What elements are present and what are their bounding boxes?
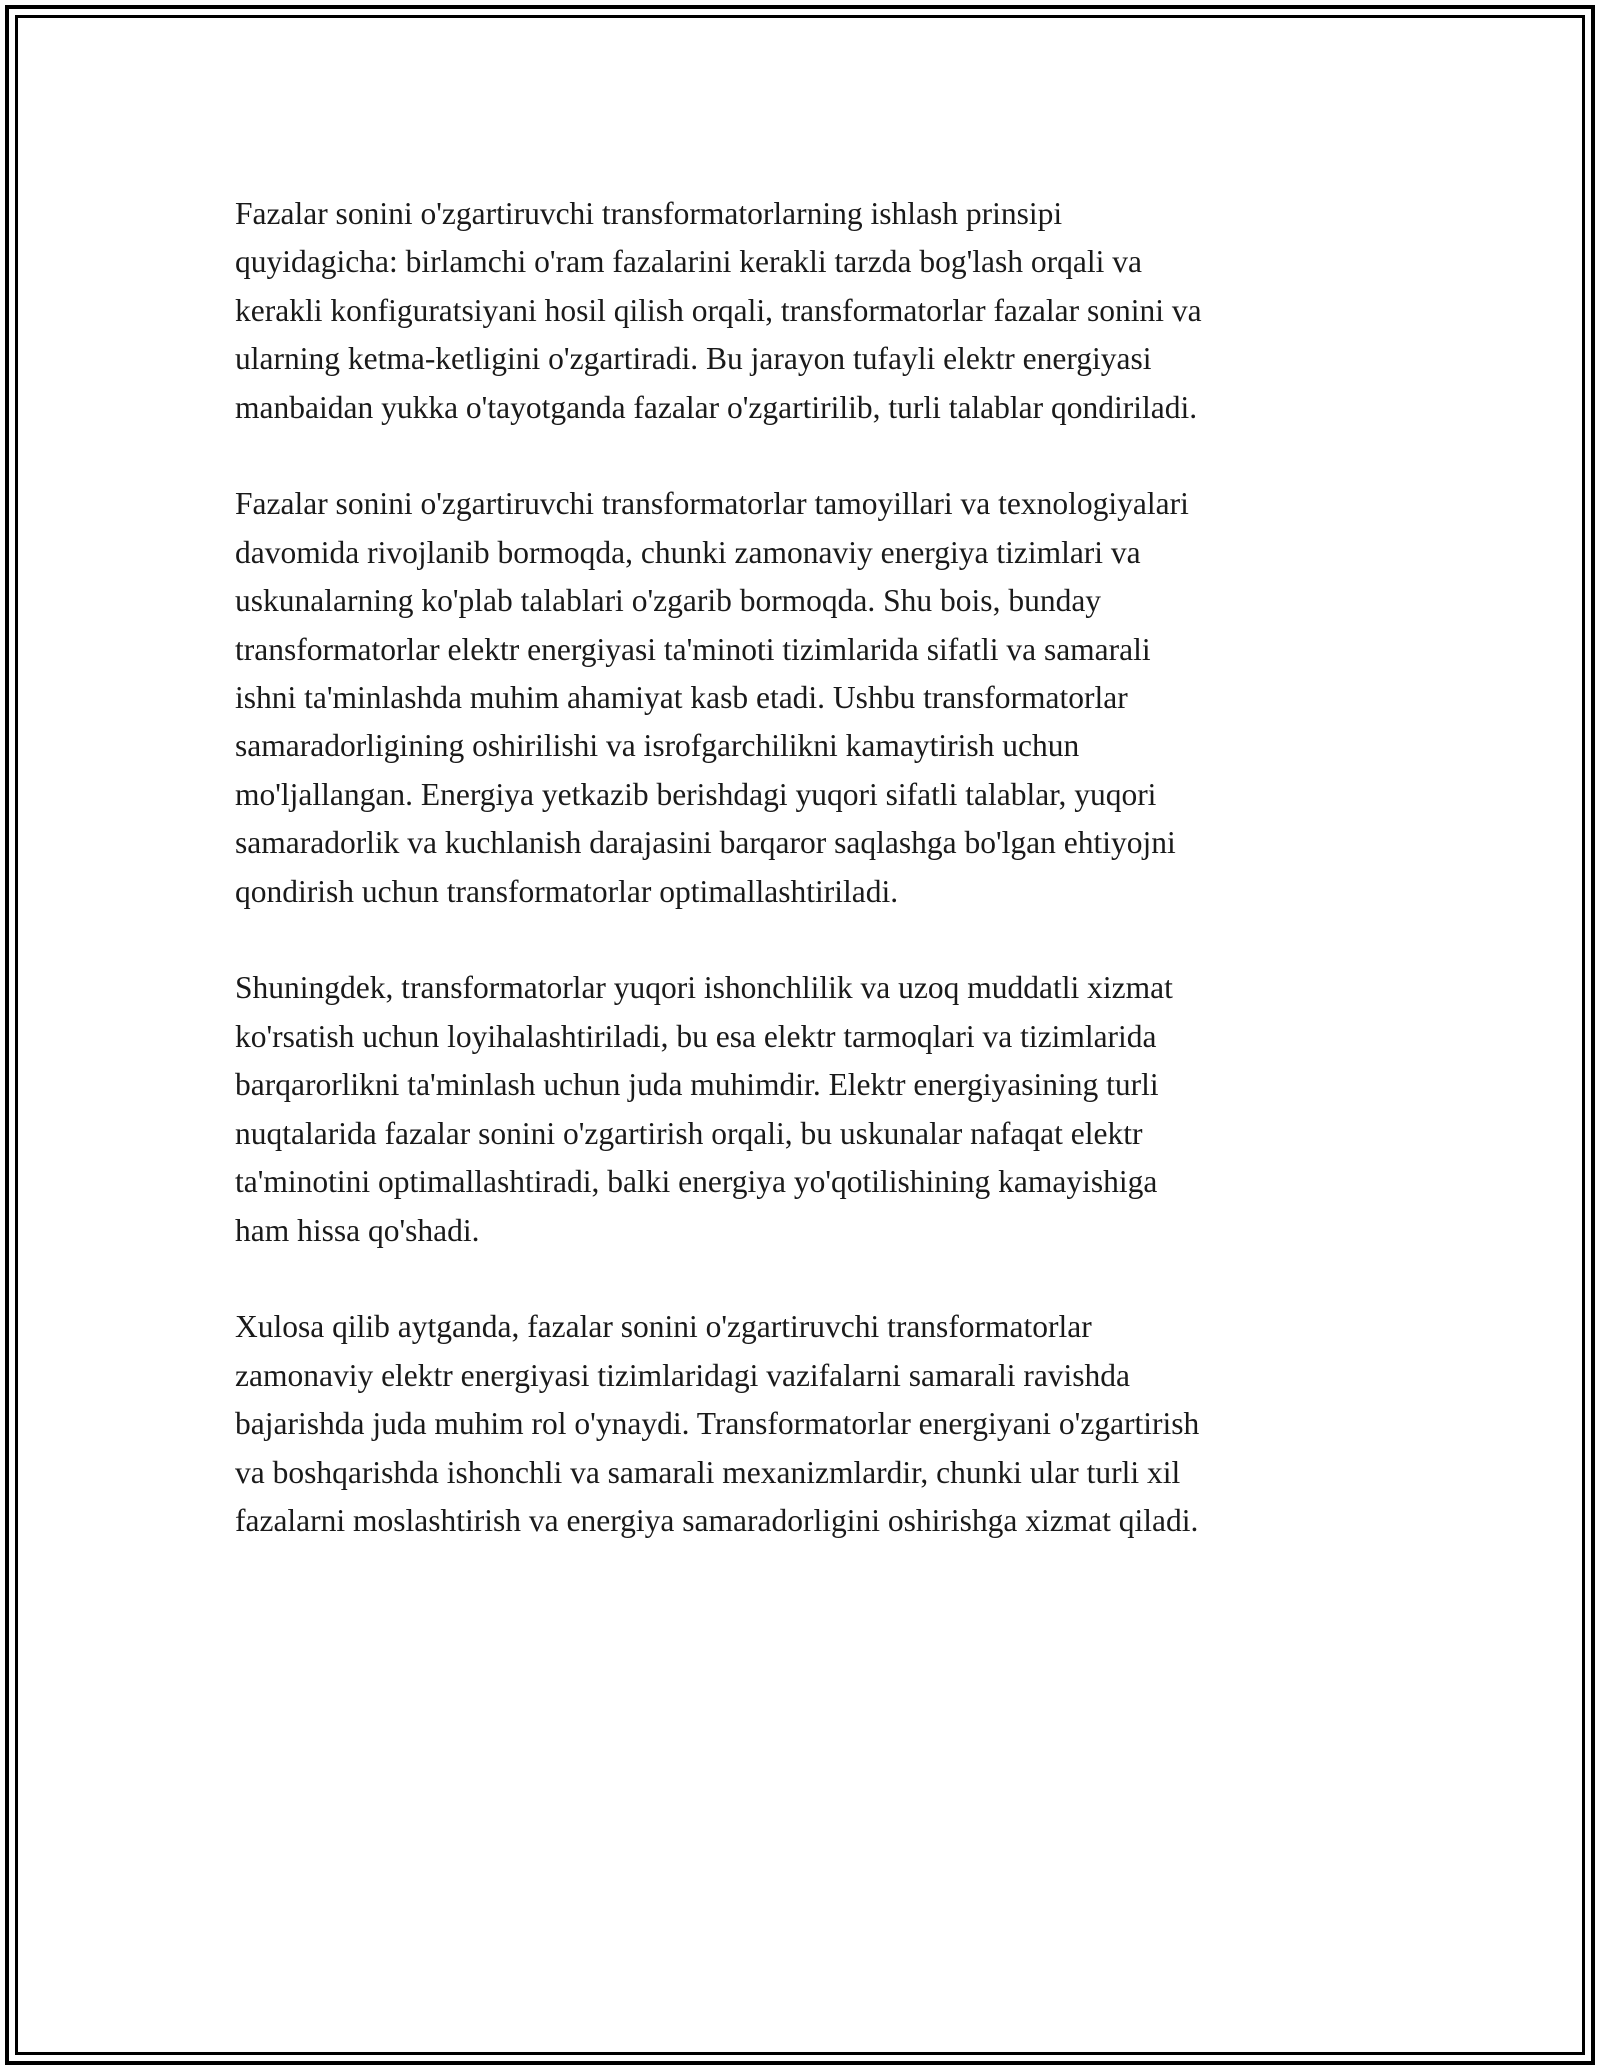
- paragraph-line: manbaidan yukka o'tayotganda fazalar o'zgartirilib, turli talablar qondiriladi.: [235, 389, 1198, 425]
- paragraph-line: Xulosa qilib aytganda, fazalar sonini o'zgartiruvchi transformatorlar: [235, 1309, 1092, 1345]
- paragraph-line: uskunalarning ko'plab talablari o'zgarib bormoqda. Shu bois, bunday: [235, 583, 1102, 619]
- document-body: [235, 190, 1385, 1545]
- paragraph-line: va boshqarishda ishonchli va samarali mexanizmlardir, chunki ular turli xil: [235, 1454, 1181, 1490]
- paragraph-line: kerakli konfiguratsiyani hosil qilish orqali, transformatorlar fazalar sonini va: [235, 292, 1202, 328]
- paragraph-line: transformatorlar elektr energiyasi ta'minoti tizimlarida sifatli va samarali: [235, 631, 1151, 667]
- paragraph-line: samaradorligining oshirilishi va isrofgarchilikni kamaytirish uchun: [235, 728, 1080, 764]
- paragraph-2: [235, 480, 1385, 916]
- paragraph-line: Shuningdek, transformatorlar yuqori ishonchlilik va uzoq muddatli xizmat: [235, 970, 1173, 1006]
- paragraph-line: bajarishda juda muhim rol o'ynaydi. Transformatorlar energiyani o'zgartirish: [235, 1406, 1200, 1442]
- paragraph-line: davomida rivojlanib bormoqda, chunki zamonaviy energiya tizimlari va: [235, 534, 1141, 570]
- paragraph-line: fazalarni moslashtirish va energiya samaradorligini oshirishga xizmat qiladi.: [235, 1502, 1199, 1538]
- paragraph-1: [235, 190, 1385, 432]
- paragraph-4: [235, 1303, 1385, 1545]
- paragraph-3: [235, 964, 1385, 1254]
- paragraph-line: barqarorlikni ta'minlash uchun juda muhimdir. Elektr energiyasining turli: [235, 1067, 1159, 1103]
- paragraph-line: nuqtalarida fazalar sonini o'zgartirish orqali, bu uskunalar nafaqat elektr: [235, 1115, 1143, 1151]
- paragraph-line: ko'rsatish uchun loyihalashtiriladi, bu esa elektr tarmoqlari va tizimlarida: [235, 1018, 1157, 1054]
- paragraph-line: samaradorlik va kuchlanish darajasini barqaror saqlashga bo'lgan ehtiyojni: [235, 825, 1176, 861]
- paragraph-line: quyidagicha: birlamchi o'ram fazalarini kerakli tarzda bog'lash orqali va: [235, 244, 1142, 280]
- paragraph-line: ta'minotini optimallashtiradi, balki energiya yo'qotilishining kamayishiga: [235, 1164, 1158, 1200]
- paragraph-line: ham hissa qo'shadi.: [235, 1212, 480, 1248]
- paragraph-line: ishni ta'minlashda muhim ahamiyat kasb etadi. Ushbu transformatorlar: [235, 680, 1128, 716]
- paragraph-line: zamonaviy elektr energiyasi tizimlaridagi vazifalarni samarali ravishda: [235, 1357, 1131, 1393]
- paragraph-line: mo'ljallangan. Energiya yetkazib berishdagi yuqori sifatli talablar, yuqori: [235, 776, 1157, 812]
- paragraph-line: ularning ketma-ketligini o'zgartiradi. Bu jarayon tufayli elektr energiyasi: [235, 341, 1152, 377]
- paragraph-line: qondirish uchun transformatorlar optimallashtiriladi.: [235, 873, 899, 909]
- paragraph-line: Fazalar sonini o'zgartiruvchi transformatorlar tamoyillari va texnologiyalari: [235, 486, 1189, 522]
- paragraph-line: Fazalar sonini o'zgartiruvchi transformatorlarning ishlash prinsipi: [235, 196, 1063, 231]
